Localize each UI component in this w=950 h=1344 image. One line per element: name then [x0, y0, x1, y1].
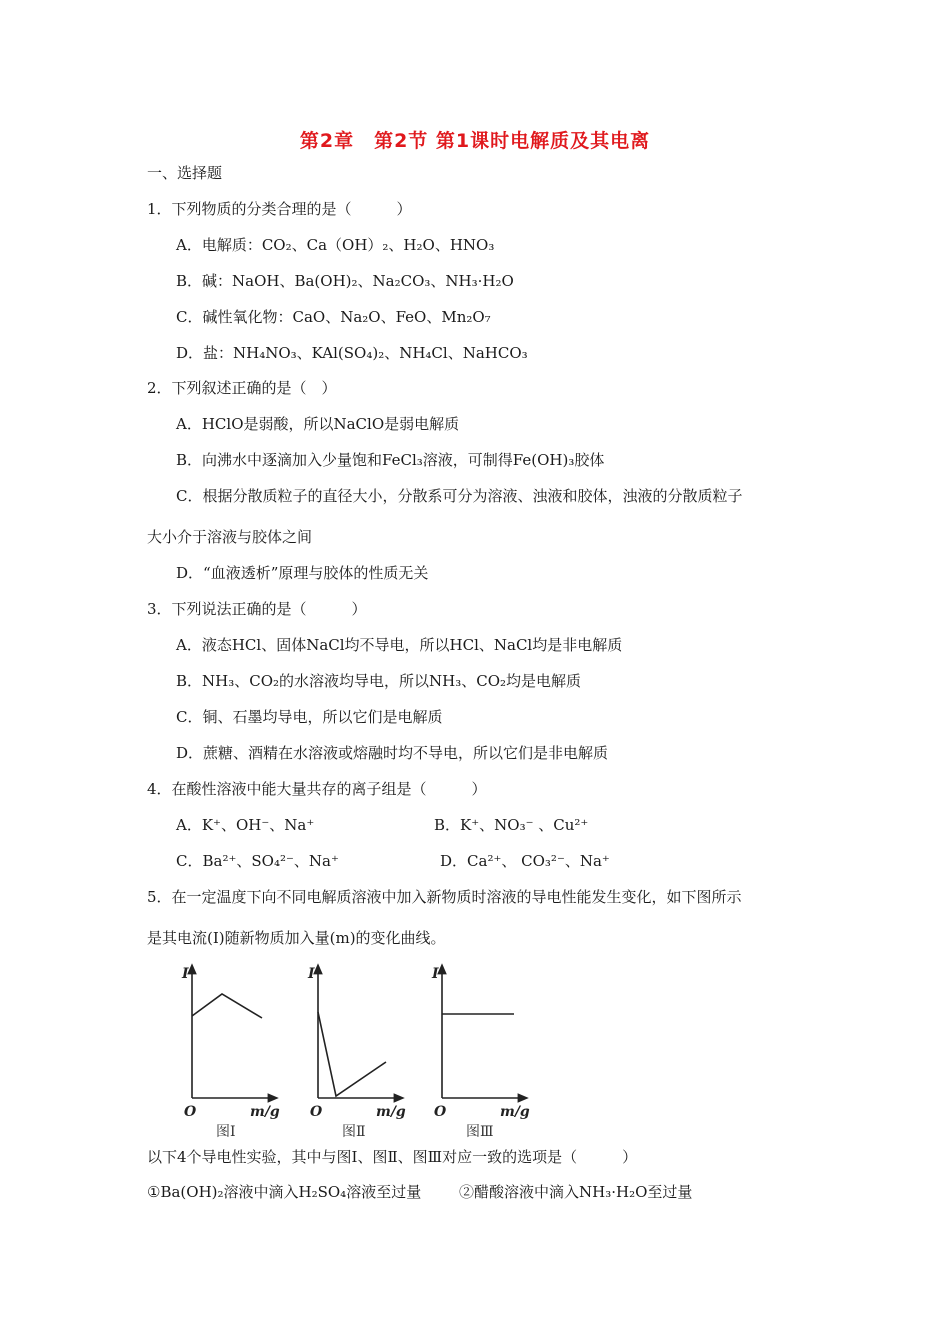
q3-stem: 3．下列说法正确的是（ ）: [147, 600, 367, 618]
graph-caption: 图Ⅰ: [216, 1124, 236, 1140]
q5-stem-line1: 5．在一定温度下向不同电解质溶液中加入新物质时溶液的导电性能发生变化，如下图所示: [147, 888, 742, 906]
section-heading: 一、选择题: [147, 164, 223, 182]
q4-option-d: D．Ca²⁺、 CO₃²⁻、Na⁺: [440, 852, 610, 870]
q5-stem-line2: 是其电流(I)随新物质加入量(m)的变化曲线。: [147, 929, 446, 947]
current-curve: [318, 1012, 386, 1096]
q1-option-b: B．碱：NaOH、Ba(OH)₂、Na₂CO₃、NH₃·H₂O: [176, 272, 514, 290]
q3-option-a: A．液态HCl、固体NaCl均不导电，所以HCl、NaCl均是非电解质: [176, 636, 623, 654]
q4-option-b: B．K⁺、NO₃⁻ 、Cu²⁺: [434, 816, 589, 834]
y-axis-label: I: [182, 966, 189, 982]
y-axis-label: I: [308, 966, 315, 982]
graph-1: [170, 960, 280, 1150]
graph-3: [420, 960, 530, 1150]
q2-option-b: B．向沸水中逐滴加入少量饱和FeCl₃溶液，可制得Fe(OH)₃胶体: [176, 451, 605, 469]
q5-experiment-1: ①Ba(OH)₂溶液中滴入H₂SO₄溶液至过量: [147, 1183, 422, 1201]
graph-2: [296, 960, 406, 1150]
q1-stem: 1．下列物质的分类合理的是（ ）: [147, 200, 412, 218]
y-axis-label: I: [432, 966, 439, 982]
x-axis-label: m/g: [250, 1104, 280, 1120]
q4-option-c: C．Ba²⁺、SO₄²⁻、Na⁺: [176, 852, 339, 870]
page-title: 第2章 第2节 第1课时电解质及其电离: [299, 130, 651, 152]
origin-label: O: [434, 1104, 447, 1120]
x-axis-label: m/g: [376, 1104, 406, 1120]
q5-follow-up: 以下4个导电性实验，其中与图Ⅰ、图Ⅱ、图Ⅲ对应一致的选项是（ ）: [147, 1148, 638, 1166]
q4-option-a: A．K⁺、OH⁻、Na⁺: [176, 816, 315, 834]
q1-option-c: C．碱性氧化物：CaO、Na₂O、FeO、Mn₂O₇: [176, 308, 491, 326]
q3-option-d: D．蔗糖、酒精在水溶液或熔融时均不导电，所以它们是非电解质: [176, 744, 609, 762]
q2-stem: 2．下列叙述正确的是（ ）: [147, 379, 337, 397]
origin-label: O: [310, 1104, 323, 1120]
graph-caption: 图Ⅲ: [466, 1124, 494, 1140]
q4-stem: 4．在酸性溶液中能大量共存的离子组是（ ）: [147, 780, 487, 798]
q1-option-a: A．电解质：CO₂、Ca（OH）₂、H₂O、HNO₃: [176, 236, 495, 254]
q1-option-d: D．盐：NH₄NO₃、KAl(SO₄)₂、NH₄Cl、NaHCO₃: [176, 344, 528, 362]
q2-option-d: D．“血液透析”原理与胶体的性质无关: [176, 564, 429, 582]
q2-option-c-line1: C．根据分散质粒子的直径大小，分散系可分为溶液、浊液和胶体，浊液的分散质粒子: [176, 487, 743, 505]
q3-option-c: C．铜、石墨均导电，所以它们是电解质: [176, 708, 443, 726]
graph-caption: 图Ⅱ: [342, 1124, 366, 1140]
q3-option-b: B．NH₃、CO₂的水溶液均导电，所以NH₃、CO₂均是电解质: [176, 672, 582, 690]
q5-experiment-2: ②醋酸溶液中滴入NH₃·H₂O至过量: [459, 1183, 693, 1201]
current-curve: [192, 994, 262, 1018]
origin-label: O: [184, 1104, 197, 1120]
q2-option-c-line2: 大小介于溶液与胶体之间: [147, 528, 313, 546]
x-axis-label: m/g: [500, 1104, 530, 1120]
q2-option-a: A．HClO是弱酸，所以NaClO是弱电解质: [176, 415, 460, 433]
